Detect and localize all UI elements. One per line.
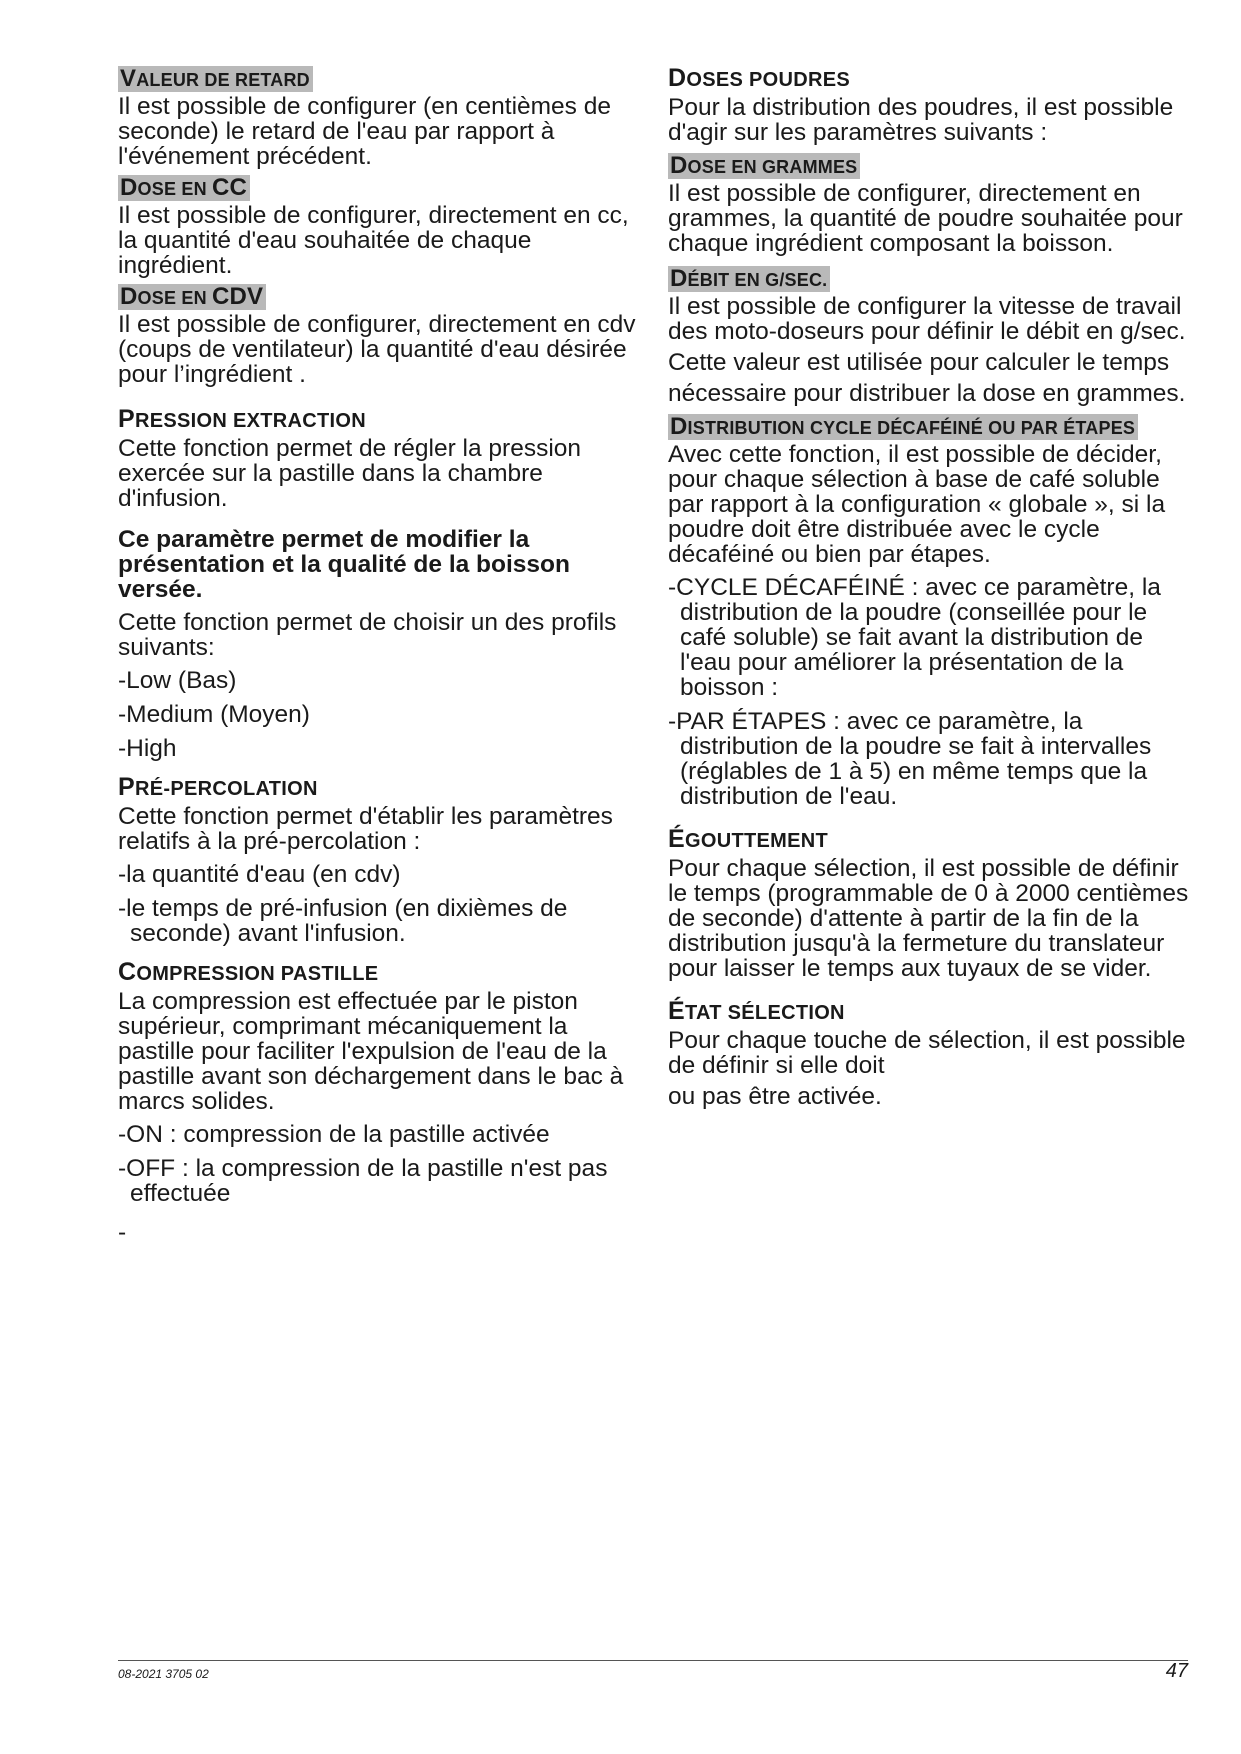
left-column (118, 66, 648, 1254)
debit-text3: nécessaire pour distribuer la dose en grammes. (668, 380, 1186, 407)
heading-doses-poudres: DOSES POUDRES (668, 64, 850, 92)
pression-text2: Cette fonction permet de choisir un des profils suivants: (118, 609, 617, 661)
heading-pression-extraction: PRESSION EXTRACTION (118, 405, 366, 433)
footer-divider (118, 1660, 1188, 1661)
dose-cdv-text: Il est possible de configurer, directement en cdv (coups de ventilateur) la quantité d'eau désirée pour l’ingrédient . (118, 311, 636, 388)
pression-item-1: -Low (Bas) (118, 667, 237, 694)
compression-text: La compression est effectuée par le piston supérieur, comprimant mécaniquement la pastille pour faciliter l'expulsion de l'eau de la pastille avant son déchargement dans le bac à marcs solides. (118, 988, 624, 1115)
right-column (668, 66, 1198, 1115)
dose-cc-text: Il est possible de configurer, directement en cc, la quantité d'eau souhaitée de chaque ingrédient. (118, 202, 629, 279)
pre-percolation-text: Cette fonction permet d'établir les paramètres relatifs à la pré-percolation : (118, 803, 613, 855)
debit-text2: Cette valeur est utilisée pour calculer le temps (668, 349, 1170, 376)
subheading-dose-grammes: DOSE EN GRAMMES (668, 153, 860, 179)
subheading-dose-cdv: DOSE EN CDV (118, 284, 266, 310)
doses-poudres-text: Pour la distribution des poudres, il est possible d'agir sur les paramètres suivants : (668, 94, 1174, 146)
compression-item-1: -ON : compression de la pastille activée (118, 1121, 550, 1148)
etat-text2: ou pas être activée. (668, 1083, 882, 1110)
pression-item-3: -High (118, 735, 177, 762)
pre-percolation-item-1: -la quantité d'eau (en cdv) (118, 861, 401, 888)
footer-doc-code: 08-2021 3705 02 (118, 1667, 209, 1681)
distribution-item-2: -PAR ÉTAPES : avec ce paramètre, la distribution de la poudre se fait à intervalles (réglables de 1 à 5) en même temps que la distribution de l'eau. (668, 708, 1152, 810)
egouttement-text: Pour chaque sélection, il est possible de définir le temps (programmable de 0 à 2000 centièmes de seconde) d'attente à partir de la fin de la distribution jusqu'à la fermeture du translateur pour laisser le temps aux tuyaux de se vider. (668, 855, 1189, 982)
subheading-debit: DÉBIT EN G/SEC. (668, 266, 830, 292)
debit-text: Il est possible de configurer la vitesse de travail des moto-doseurs pour définir le débit en g/sec. (668, 293, 1186, 345)
subheading-distribution: DISTRIBUTION CYCLE DÉCAFÉINÉ OU PAR ÉTAPES (668, 414, 1138, 440)
distribution-text: Avec cette fonction, il est possible de décider, pour chaque sélection à base de café soluble par rapport à la configuration « globale », si la poudre doit être distribuée avec le cycle décaféiné ou bien par étapes. (668, 441, 1166, 568)
distribution-item-1: -CYCLE DÉCAFÉINÉ : avec ce paramètre, la distribution de la poudre (conseillée pour le café soluble) se fait avant la distribution de l'eau pour améliorer la présentation de la boisson : (668, 574, 1161, 701)
compression-trailing-dash: - (118, 1219, 127, 1246)
pression-text: Cette fonction permet de régler la pression exercée sur la pastille dans la chambre d'infusion. (118, 435, 582, 512)
pre-percolation-item-2: -le temps de pré-infusion (en dixièmes de seconde) avant l'infusion. (118, 895, 568, 947)
page-number: 47 (1165, 1660, 1188, 1682)
heading-egouttement: ÉGOUTTEMENT (668, 825, 828, 853)
pression-bold-note: Ce paramètre permet de modifier la présentation et la qualité de la boisson versée. (118, 526, 570, 603)
heading-etat-selection: ÉTAT SÉLECTION (668, 997, 845, 1025)
subheading-dose-cc: DOSE EN CC (118, 175, 250, 201)
valeur-retard-text: Il est possible de configurer (en centièmes de seconde) le retard de l'eau par rapport à l'événement précédent. (118, 93, 611, 170)
subheading-valeur-retard: VALEUR DE RETARD (118, 66, 313, 92)
etat-text: Pour chaque touche de sélection, il est possible de définir si elle doit (668, 1027, 1186, 1079)
pression-item-2: -Medium (Moyen) (118, 701, 310, 728)
heading-pre-percolation: PRÉ-PERCOLATION (118, 773, 318, 801)
compression-item-2: -OFF : la compression de la pastille n'est pas effectuée (118, 1155, 608, 1207)
heading-compression-pastille: COMPRESSION PASTILLE (118, 958, 379, 986)
dose-grammes-text: Il est possible de configurer, directement en grammes, la quantité de poudre souhaitée pour chaque ingrédient composant la boisson. (668, 180, 1183, 257)
